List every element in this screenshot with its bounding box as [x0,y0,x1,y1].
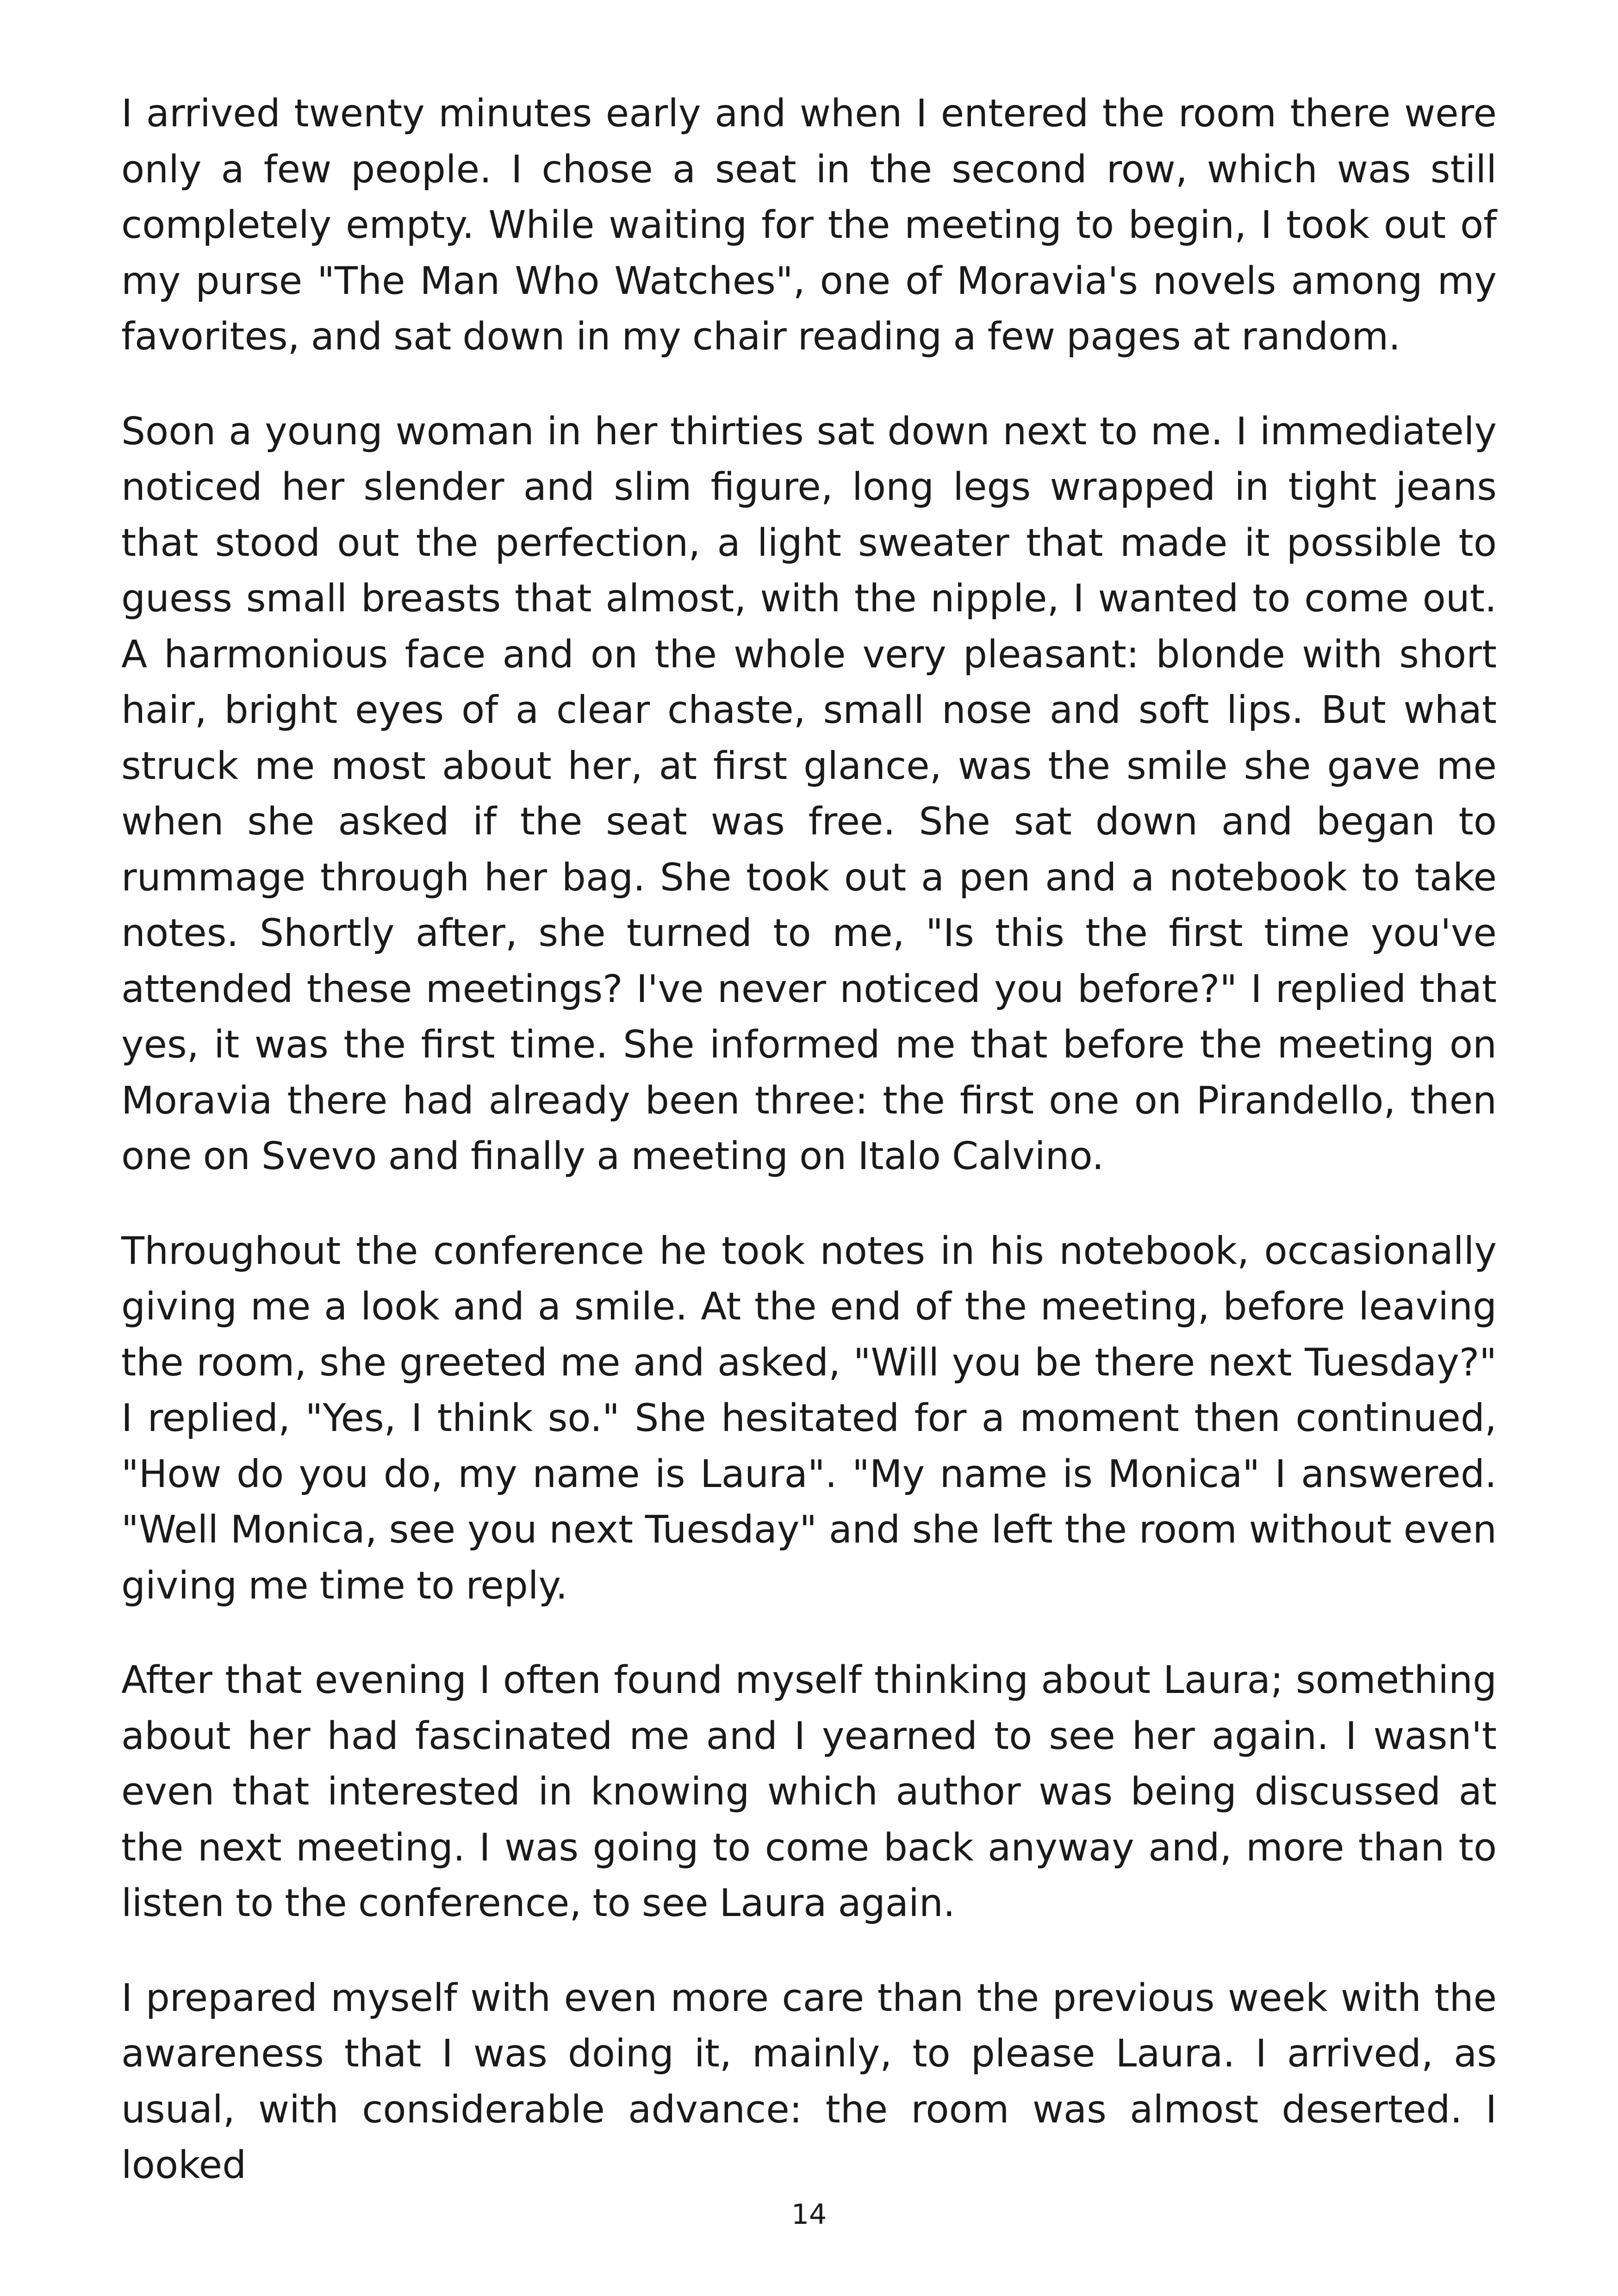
paragraph: I prepared myself with even more care than the previous week with the awareness that I was doing it, mainly, to please Laura. I arrived, as usual, with considerable advance: the room was almost deserted. I looked [121,1976,1497,2187]
paragraph: I arrived twenty minutes early and when I entered the room there were only a few people. I chose a seat in the second row, which was still completely empty. While waiting for the meeting to begin, I took out of my purse "The Man Who Watches", one of Moravia's novels among my favorites, and sat down in my chair reading a few pages at random. [121,92,1497,359]
body-text [121,86,1497,2194]
paragraph: Throughout the conference he took notes in his notebook, occasionally giving me a look and a smile. At the end of the meeting, before leaving the room, she greeted me and asked, "Will you be there next Tuesday?" I replied, "Yes, I think so." She hesitated for a moment then continued, "How do you do, my name is Laura". "My name is Monica" I answered. "Well Monica, see you next Tuesday" and she left the room without even giving me time to reply. [121,1229,1497,1608]
paragraph: Soon a young woman in her thirties sat down next to me. I immediately noticed her slender and slim figure, long legs wrapped in tight jeans that stood out the perfection, a light sweater that made it possible to guess small breasts that almost, with the nipple, I wanted to come out. A harmonious face and on the whole very pleasant: blonde with short hair, bright eyes of a clear chaste, small nose and soft lips. But what struck me most about her, at first glance, was the smile she gave me when she asked if the seat was free. She sat down and began to rummage through her bag. She took out a pen and a notebook to take notes. Shortly after, she turned to me, "Is this the first time you've attended these meetings? I've never noticed you before?" I replied that yes, it was the first time. She informed me that before the meeting on Moravia there had already been three: the first one on Pirandello, then one on Svevo and finally a meeting on Italo Calvino. [121,409,1497,1178]
paragraph: After that evening I often found myself thinking about Laura; something about her had fascinated me and I yearned to see her again. I wasn't even that interested in knowing which author was being discussed at the next meeting. I was going to come back anyway and, more than to listen to the conference, to see Laura again. [121,1658,1497,1925]
page-number: 14 [791,2198,827,2231]
